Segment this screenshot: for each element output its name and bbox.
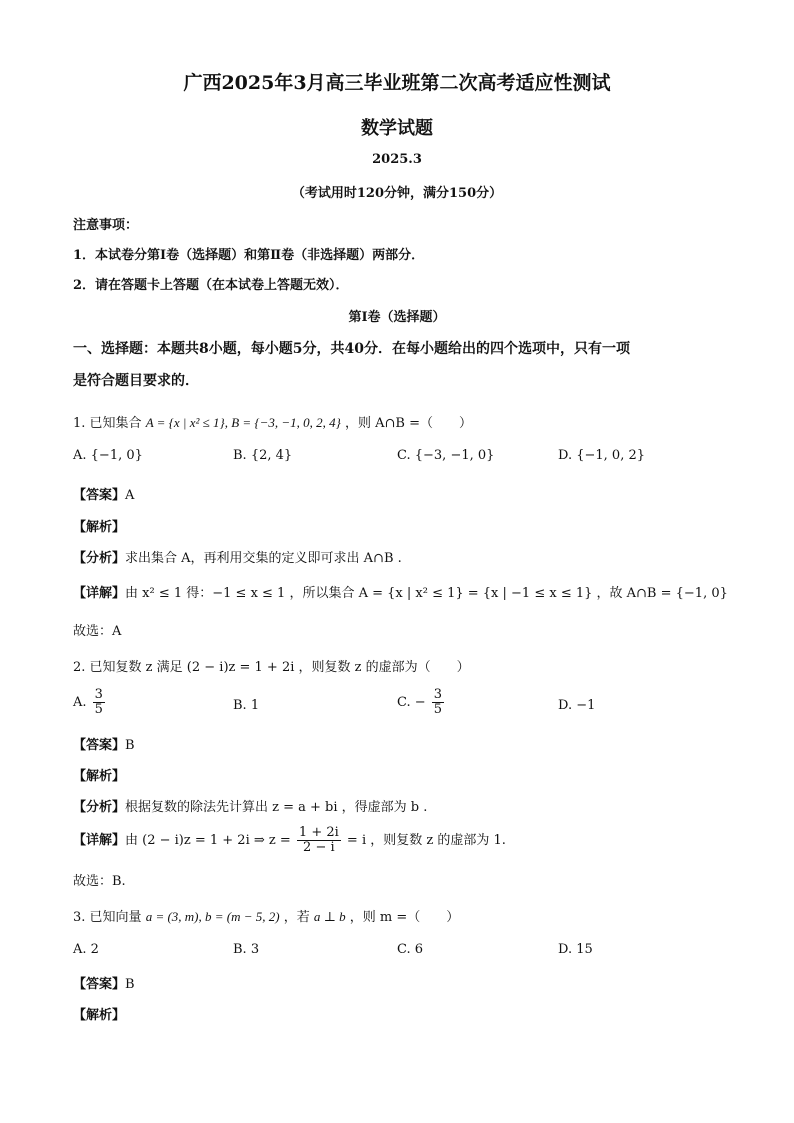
fenxi-label: 【分析】 xyxy=(73,800,126,815)
q2-stem: 2. 已知复数 z 满足 (2 − i)z = 1 + 2i ，则复数 z 的虚部为（ ） xyxy=(73,660,470,675)
q2-option-c xyxy=(397,688,446,717)
q2-answer xyxy=(73,734,753,753)
q1-analysis-label: 【解析】 xyxy=(73,520,126,535)
answer-label: 【答案】 xyxy=(73,977,126,992)
q3-option-b: B. 3 xyxy=(233,942,260,957)
q3-stem xyxy=(73,906,753,925)
q3-answer xyxy=(73,973,753,992)
q1-stem-prefix: 1. 已知集合 xyxy=(73,416,142,431)
q1-stem-math: A = {x | x² ≤ 1}, B = {−3, −1, 0, 2, 4} xyxy=(145,415,341,430)
section-intro-line-2: 是符合题目要求的． xyxy=(73,373,199,389)
q1-option-b: B. {2, 4} xyxy=(233,448,293,463)
notes-item-2: 2．请在答题卡上答题（在本试卷上答题无效）． xyxy=(73,278,349,293)
section-intro-line-1: 一、选择题：本题共8小题，每小题5分，共40分．在每小题给出的四个选项中，只有一项 xyxy=(73,341,630,357)
q2-detail-prefix: 由 (2 − i)z = 1 + 2i ⇒ z = xyxy=(125,833,291,848)
q1-detail-text: 由 x² ≤ 1 得：−1 ≤ x ≤ 1 ，所以集合 A = {x | x² ≤ 1} = {x | −1 ≤ x ≤ 1} ，故 A∩B = {−1, 0} xyxy=(125,586,728,601)
answer-label: 【答案】 xyxy=(73,488,126,503)
q2-conclusion: 故选：B. xyxy=(73,874,126,889)
q2-detail-suffix: = i ，则复数 z 的虚部为 1. xyxy=(346,833,506,848)
q3-stem-mid: ，若 xyxy=(283,910,310,925)
q3-stem-suffix: ，则 m =（ ） xyxy=(349,910,460,925)
q2-option-c-fraction xyxy=(432,688,444,717)
q3-stem-prefix: 3. 已知向量 xyxy=(73,910,142,925)
q3-stem-math-2: a ⊥ b xyxy=(313,909,346,924)
section-title: 第Ⅰ卷（选择题） xyxy=(348,310,446,325)
exam-subject: 数学试题 xyxy=(361,118,433,139)
exam-title: 广西2025年3月高三毕业班第二次高考适应性测试 xyxy=(183,72,611,94)
q2-detail-denominator: 2 − i xyxy=(303,840,335,855)
q3-answer-value: B xyxy=(125,977,135,992)
detail-label: 【详解】 xyxy=(73,833,126,848)
q2-option-a-numerator: 3 xyxy=(94,687,103,702)
q2-analysis-label: 【解析】 xyxy=(73,769,126,784)
q2-fenxi xyxy=(73,796,753,815)
q1-fenxi xyxy=(73,547,753,566)
q1-stem-suffix: ，则 A∩B =（ ） xyxy=(345,416,473,431)
q2-answer-value: B xyxy=(125,738,135,753)
q2-detail xyxy=(73,826,753,855)
q1-detail xyxy=(73,582,753,601)
q2-option-b: B. 1 xyxy=(233,698,260,713)
q1-option-a: A. {−1, 0} xyxy=(73,448,143,463)
q1-answer xyxy=(73,484,753,503)
exam-date: 2025.3 xyxy=(372,152,422,167)
q3-stem-math: a = (3, m), b = (m − 5, 2) xyxy=(145,909,280,924)
q3-option-a: A. 2 xyxy=(73,942,99,957)
q1-answer-value: A xyxy=(125,488,135,503)
q2-option-d: D. −1 xyxy=(558,698,596,713)
q1-option-d: D. {−1, 0, 2} xyxy=(558,448,646,463)
q2-detail-fraction xyxy=(297,826,341,855)
q2-fenxi-text: 根据复数的除法先计算出 z = a + bi ，得虚部为 b . xyxy=(125,800,428,815)
q2-option-c-label: C. − xyxy=(397,695,426,710)
detail-label: 【详解】 xyxy=(73,586,126,601)
q1-stem xyxy=(73,412,753,431)
exam-info: （考试用时120分钟，满分150分） xyxy=(291,186,503,201)
fenxi-label: 【分析】 xyxy=(73,551,126,566)
q1-option-c: C. {−3, −1, 0} xyxy=(397,448,495,463)
q2-option-c-denominator: 5 xyxy=(433,702,443,717)
q2-option-a-fraction xyxy=(93,688,105,717)
q3-option-c: C. 6 xyxy=(397,942,424,957)
answer-label: 【答案】 xyxy=(73,738,126,753)
q1-fenxi-text: 求出集合 A，再利用交集的定义即可求出 A∩B . xyxy=(125,551,402,566)
q3-analysis-label: 【解析】 xyxy=(73,1008,126,1023)
q2-detail-numerator: 1 + 2i xyxy=(298,825,339,840)
notes-heading: 注意事项： xyxy=(73,218,139,233)
q2-option-c-numerator: 3 xyxy=(433,687,443,702)
q2-option-a-denominator: 5 xyxy=(94,702,103,717)
q2-option-a-label: A. xyxy=(73,695,87,710)
notes-item-1: 1．本试卷分第Ⅰ卷（选择题）和第Ⅱ卷（非选择题）两部分． xyxy=(73,248,425,263)
q1-conclusion: 故选：A xyxy=(73,624,122,639)
q2-option-a xyxy=(73,688,107,717)
q3-option-d: D. 15 xyxy=(558,942,593,957)
